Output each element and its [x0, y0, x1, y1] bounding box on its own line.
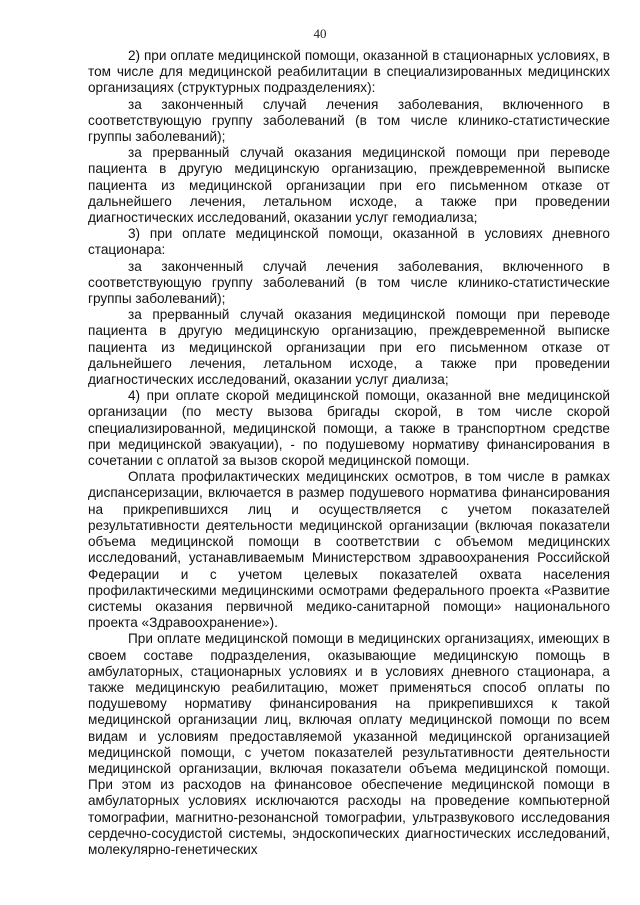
paragraph: 4) при оплате скорой медицинской помощи, оказанной вне медицинской организации (по месту вызова бригады скорой, в том числе скорой специализированной, медицинской помощи, а также в транспортном средстве при медицинской эвакуации), - по подушевому нормативу финансирования в сочетании с оплатой за вызов скорой медицинской помощи.	[88, 388, 610, 469]
page-number: 40	[313, 26, 327, 41]
paragraph: за прерванный случай оказания медицинской помощи при переводе пациента в другую медицинскую организацию, преждевременной выписке пациента из медицинской организации при его письменном отказе от дальнейшего лечения, летальном исходе, а также при проведении диагностических исследований, оказании услуг гемодиализа;	[88, 145, 610, 226]
paragraph: 3) при оплате медицинской помощи, оказанной в условиях дневного стационара:	[88, 226, 610, 258]
document-body	[88, 48, 610, 858]
paragraph: за законченный случай лечения заболевания, включенного в соответствующую группу заболеваний (в том числе клинико-статистические группы заболеваний);	[88, 258, 610, 307]
paragraph: за прерванный случай оказания медицинской помощи при переводе пациента в другую медицинскую организацию, преждевременной выписке пациента из медицинской организации при его письменном отказе от дальнейшего лечения, летальном исходе, а также при проведении диагностических исследований, оказании услуг диализа;	[88, 307, 610, 388]
paragraph: 2) при оплате медицинской помощи, оказанной в стационарных условиях, в том числе для медицинской реабилитации в специализированных медицинских организациях (структурных подразделениях):	[88, 48, 610, 96]
paragraph: Оплата профилактических медицинских осмотров, в том числе в рамках диспансеризации, включается в размер подушевого норматива финансирования на прикрепившихся лиц и осуществляется с учетом показателей результативности деятельности медицинской организации (включая показатели объема медицинской помощи в соответствии с объемом медицинских исследований, устанавливаемым Министерством здравоохранения Российской Федерации и с учетом целевых показателей охвата населения профилактическими медицинскими осмотрами федерального проекта «Развитие системы оказания первичной медико-санитарной помощи» национального проекта «Здравоохранение»).	[88, 469, 610, 631]
paragraph: При оплате медицинской помощи в медицинских организациях, имеющих в своем составе подразделения, оказывающие медицинскую помощь в амбулаторных, стационарных условиях и в условиях дневного стационара, а также медицинскую реабилитацию, может применяться способ оплаты по подушевому нормативу финансирования на прикрепившихся к такой медицинской организации лиц, включая оплату медицинской помощи по всем видам и условиям предоставляемой указанной медицинской организацией медицинской помощи, с учетом показателей результативности деятельности медицинской организации, включая показатели объема медицинской помощи. При этом из расходов на финансовое обеспечение медицинской помощи в амбулаторных условиях исключаются расходы на проведение компьютерной томографии, магнитно-резонансной томографии, ультразвукового исследования сердечно-сосудистой системы, эндоскопических диагностических исследований, молекулярно-генетических	[88, 631, 610, 857]
paragraph: за законченный случай лечения заболевания, включенного в соответствующую группу заболеваний (в том числе клинико-статистические группы заболеваний);	[88, 96, 610, 145]
